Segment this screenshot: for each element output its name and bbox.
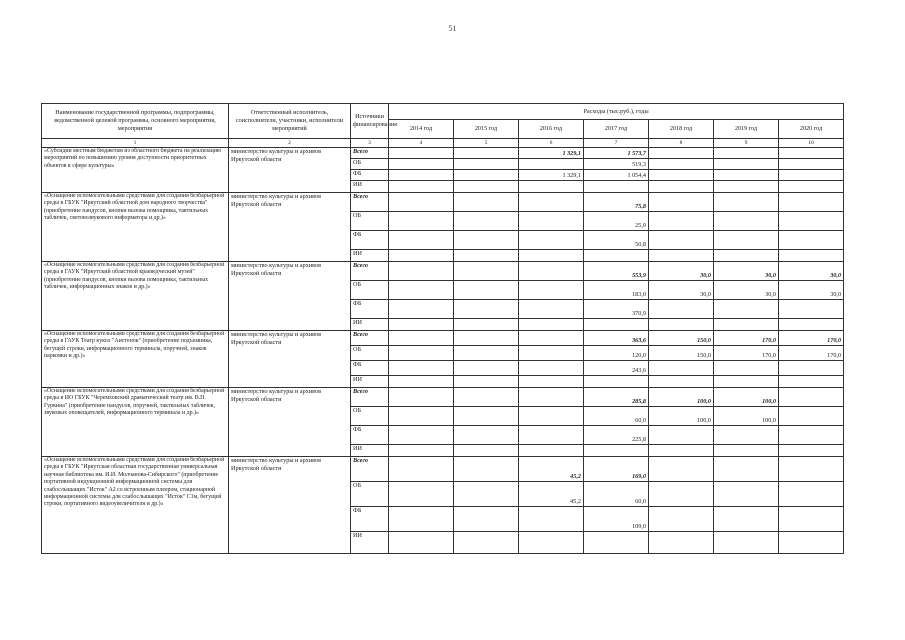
- value-cell: [519, 445, 584, 457]
- value-cell: [649, 148, 714, 159]
- value-cell: 1 329,1: [519, 148, 584, 159]
- value-cell: [454, 159, 519, 170]
- value-cell: [454, 407, 519, 426]
- value-cell: [649, 482, 714, 507]
- header-year: 2014 год: [389, 120, 454, 139]
- program-name-cell: «Субсидии местным бюджетам из областного бюджета на реализацию мероприятий по повышению уровня доступности приоритетных объектов в сфере культуры»: [42, 148, 229, 193]
- value-cell: [649, 250, 714, 262]
- value-cell: [389, 181, 454, 193]
- value-cell: [714, 148, 779, 159]
- header-year: 2018 год: [649, 120, 714, 139]
- header-col-number: 1: [42, 139, 229, 148]
- value-cell: 170,0: [779, 331, 844, 346]
- header-col-number: 9: [714, 139, 779, 148]
- source-cell: ОБ: [351, 482, 389, 507]
- value-cell: [389, 331, 454, 346]
- source-cell: ИИ: [351, 532, 389, 554]
- value-cell: [519, 300, 584, 319]
- header-col-number: 5: [454, 139, 519, 148]
- value-cell: 45,2: [519, 457, 584, 482]
- value-cell: 30,0: [649, 281, 714, 300]
- value-cell: [584, 181, 649, 193]
- value-cell: [389, 300, 454, 319]
- value-cell: [454, 457, 519, 482]
- value-cell: [519, 193, 584, 212]
- value-cell: 1 329,1: [519, 170, 584, 181]
- value-cell: [454, 231, 519, 250]
- header-col-number: 7: [584, 139, 649, 148]
- page-number: 51: [448, 24, 457, 33]
- value-cell: [454, 250, 519, 262]
- value-cell: 169,0: [584, 457, 649, 482]
- value-cell: [454, 281, 519, 300]
- value-cell: [389, 361, 454, 376]
- table-row: [42, 193, 844, 212]
- header-col-number: 6: [519, 139, 584, 148]
- value-cell: 183,0: [584, 281, 649, 300]
- value-cell: [519, 262, 584, 281]
- source-cell: ФБ: [351, 231, 389, 250]
- value-cell: 30,0: [649, 262, 714, 281]
- value-cell: [714, 507, 779, 532]
- executor-cell: министерство культуры и архивов Иркутской области: [229, 193, 351, 262]
- value-cell: 120,0: [584, 346, 649, 361]
- value-cell: [519, 532, 584, 554]
- value-cell: [649, 181, 714, 193]
- value-cell: [779, 212, 844, 231]
- value-cell: 363,6: [584, 331, 649, 346]
- value-cell: [454, 262, 519, 281]
- value-cell: [714, 193, 779, 212]
- value-cell: [389, 250, 454, 262]
- value-cell: [584, 532, 649, 554]
- value-cell: [779, 300, 844, 319]
- value-cell: [519, 407, 584, 426]
- value-cell: 553,9: [584, 262, 649, 281]
- value-cell: [389, 281, 454, 300]
- value-cell: [454, 426, 519, 445]
- value-cell: [454, 376, 519, 388]
- value-cell: 150,0: [649, 331, 714, 346]
- value-cell: [779, 250, 844, 262]
- value-cell: 519,3: [584, 159, 649, 170]
- value-cell: [779, 193, 844, 212]
- value-cell: 30,0: [714, 262, 779, 281]
- value-cell: [454, 170, 519, 181]
- value-cell: [714, 300, 779, 319]
- header-executor: Ответственный исполнитель, соисполнители, участники, исполнители мероприятий: [229, 104, 351, 139]
- value-cell: [389, 319, 454, 331]
- value-cell: [714, 445, 779, 457]
- value-cell: [454, 300, 519, 319]
- value-cell: [454, 346, 519, 361]
- value-cell: 25,0: [584, 212, 649, 231]
- source-cell: ФБ: [351, 426, 389, 445]
- value-cell: [714, 532, 779, 554]
- header-col-number: 3: [351, 139, 389, 148]
- source-cell: ИИ: [351, 181, 389, 193]
- table-row: [42, 148, 844, 159]
- value-cell: [454, 181, 519, 193]
- value-cell: [389, 262, 454, 281]
- value-cell: [519, 250, 584, 262]
- value-cell: [714, 250, 779, 262]
- value-cell: 100,0: [649, 407, 714, 426]
- value-cell: [454, 388, 519, 407]
- source-cell: ИИ: [351, 445, 389, 457]
- value-cell: [389, 212, 454, 231]
- value-cell: [779, 388, 844, 407]
- value-cell: 150,0: [649, 346, 714, 361]
- source-cell: ОБ: [351, 212, 389, 231]
- value-cell: [714, 212, 779, 231]
- source-cell: Всего: [351, 193, 389, 212]
- value-cell: [714, 231, 779, 250]
- value-cell: [779, 457, 844, 482]
- value-cell: [714, 361, 779, 376]
- value-cell: 170,0: [714, 346, 779, 361]
- value-cell: 75,8: [584, 193, 649, 212]
- value-cell: [779, 148, 844, 159]
- source-cell: ОБ: [351, 346, 389, 361]
- executor-cell: министерство культуры и архивов Иркутской области: [229, 331, 351, 388]
- header-expenses: Расходы (тыс.руб.), годы: [389, 104, 844, 120]
- value-cell: [519, 212, 584, 231]
- value-cell: 30,0: [779, 281, 844, 300]
- value-cell: [389, 346, 454, 361]
- header-year: 2015 год: [454, 120, 519, 139]
- header-program: Наименование государственной программы, подпрограммы, ведомственной целевой программы, основного мероприятия, мероприятия: [42, 104, 229, 139]
- value-cell: [714, 170, 779, 181]
- value-cell: 100,0: [714, 407, 779, 426]
- value-cell: [519, 319, 584, 331]
- value-cell: [389, 231, 454, 250]
- budget-table: [41, 103, 844, 554]
- value-cell: [454, 319, 519, 331]
- source-cell: ИИ: [351, 250, 389, 262]
- value-cell: 170,0: [779, 346, 844, 361]
- value-cell: [649, 507, 714, 532]
- value-cell: 225,8: [584, 426, 649, 445]
- value-cell: [454, 361, 519, 376]
- value-cell: [714, 482, 779, 507]
- value-cell: [584, 376, 649, 388]
- value-cell: [649, 212, 714, 231]
- value-cell: [649, 426, 714, 445]
- value-cell: 30,0: [779, 262, 844, 281]
- value-cell: [519, 346, 584, 361]
- value-cell: 109,0: [584, 507, 649, 532]
- executor-cell: министерство культуры и архивов Иркутской области: [229, 262, 351, 331]
- source-cell: ФБ: [351, 507, 389, 532]
- header-col-number: 8: [649, 139, 714, 148]
- source-cell: ИИ: [351, 376, 389, 388]
- value-cell: 170,0: [714, 331, 779, 346]
- value-cell: [779, 507, 844, 532]
- value-cell: 285,8: [584, 388, 649, 407]
- value-cell: [389, 159, 454, 170]
- value-cell: [649, 231, 714, 250]
- value-cell: [649, 532, 714, 554]
- value-cell: [454, 507, 519, 532]
- header-col-number: 4: [389, 139, 454, 148]
- value-cell: [389, 170, 454, 181]
- value-cell: [519, 231, 584, 250]
- value-cell: [389, 482, 454, 507]
- value-cell: [649, 361, 714, 376]
- source-cell: ОБ: [351, 407, 389, 426]
- program-name-cell: «Оснащение вспомогательными средствами для создания безбарьерной среды в ИО ГБУК "Черемховский драматический театр им. В.П. Гуркина" (приобретение пандусов, поручней, тактильных табличек, звуковых оповещателей, информационного терминала и др.)»: [42, 388, 229, 457]
- value-cell: [454, 331, 519, 346]
- header-col-number: 10: [779, 139, 844, 148]
- value-cell: [389, 532, 454, 554]
- value-cell: [454, 148, 519, 159]
- value-cell: [519, 361, 584, 376]
- value-cell: [389, 388, 454, 407]
- source-cell: ФБ: [351, 170, 389, 181]
- value-cell: [649, 170, 714, 181]
- program-name-cell: «Оснащение вспомогательными средствами для создания безбарьерной среды в ГБУК "Иркутский областной дом народного творчества" (приобретение пандусов, кнопки вызова помощника, тактильных табличек, световозвукового информатора и др.)»: [42, 193, 229, 262]
- source-cell: ИИ: [351, 319, 389, 331]
- value-cell: [454, 212, 519, 231]
- value-cell: [389, 426, 454, 445]
- value-cell: [584, 445, 649, 457]
- program-name-cell: «Оснащение вспомогательными средствами для создания безбарьерной среды в ГАУК "Иркутский областной краеведческий музей" (приобретение пандусов, кнопки вызова помощника, тактильных табличек, информационных знаков и др.)»: [42, 262, 229, 331]
- value-cell: [389, 457, 454, 482]
- value-cell: 100,0: [649, 388, 714, 407]
- source-cell: ОБ: [351, 159, 389, 170]
- source-cell: ОБ: [351, 281, 389, 300]
- value-cell: [584, 250, 649, 262]
- value-cell: [714, 319, 779, 331]
- value-cell: 1 054,4: [584, 170, 649, 181]
- value-cell: [779, 181, 844, 193]
- value-cell: [389, 507, 454, 532]
- value-cell: 1 573,7: [584, 148, 649, 159]
- value-cell: [714, 457, 779, 482]
- value-cell: 243,6: [584, 361, 649, 376]
- table-row: [42, 388, 844, 407]
- source-cell: Всего: [351, 148, 389, 159]
- value-cell: [519, 181, 584, 193]
- value-cell: [779, 407, 844, 426]
- value-cell: [454, 445, 519, 457]
- value-cell: 60,0: [584, 407, 649, 426]
- value-cell: [389, 148, 454, 159]
- header-sources: Источники финансирования: [351, 104, 389, 139]
- value-cell: 60,0: [584, 482, 649, 507]
- value-cell: [779, 319, 844, 331]
- value-cell: [649, 159, 714, 170]
- header-col-number: 2: [229, 139, 351, 148]
- value-cell: [519, 159, 584, 170]
- value-cell: [779, 376, 844, 388]
- value-cell: [649, 300, 714, 319]
- executor-cell: министерство культуры и архивов Иркутской области: [229, 457, 351, 554]
- table-row: [42, 457, 844, 482]
- table-row: [42, 262, 844, 281]
- value-cell: [389, 376, 454, 388]
- value-cell: [519, 281, 584, 300]
- value-cell: [649, 457, 714, 482]
- table-row: [42, 331, 844, 346]
- value-cell: [389, 407, 454, 426]
- source-cell: ФБ: [351, 300, 389, 319]
- header-year: 2020 год: [779, 120, 844, 139]
- value-cell: [649, 319, 714, 331]
- value-cell: [584, 319, 649, 331]
- value-cell: [519, 388, 584, 407]
- value-cell: [779, 361, 844, 376]
- value-cell: [454, 193, 519, 212]
- source-cell: ФБ: [351, 361, 389, 376]
- value-cell: [779, 482, 844, 507]
- value-cell: [649, 376, 714, 388]
- value-cell: [779, 532, 844, 554]
- value-cell: 30,0: [714, 281, 779, 300]
- header-year: 2019 год: [714, 120, 779, 139]
- value-cell: [389, 445, 454, 457]
- value-cell: [779, 231, 844, 250]
- value-cell: 100,0: [714, 388, 779, 407]
- source-cell: Всего: [351, 262, 389, 281]
- value-cell: [779, 445, 844, 457]
- value-cell: [519, 507, 584, 532]
- value-cell: [519, 331, 584, 346]
- header-year: 2016 год: [519, 120, 584, 139]
- value-cell: [779, 159, 844, 170]
- value-cell: [519, 426, 584, 445]
- executor-cell: министерство культуры и архивов Иркутской области: [229, 388, 351, 457]
- value-cell: [779, 426, 844, 445]
- value-cell: [714, 159, 779, 170]
- value-cell: [454, 482, 519, 507]
- value-cell: 50,8: [584, 231, 649, 250]
- value-cell: [649, 445, 714, 457]
- header-year: 2017 год: [584, 120, 649, 139]
- value-cell: [454, 532, 519, 554]
- executor-cell: министерство культуры и архивов Иркутской области: [229, 148, 351, 193]
- value-cell: 370,9: [584, 300, 649, 319]
- value-cell: [519, 376, 584, 388]
- source-cell: Всего: [351, 388, 389, 407]
- source-cell: Всего: [351, 331, 389, 346]
- value-cell: [714, 376, 779, 388]
- value-cell: [714, 426, 779, 445]
- value-cell: [389, 193, 454, 212]
- source-cell: Всего: [351, 457, 389, 482]
- value-cell: [649, 193, 714, 212]
- program-name-cell: «Оснащение вспомогательными средствами для создания безбарьерной среды в ГБУК "Иркутская областная государственная универсальная научная библиотека им. И.И. Молчанова-Сибирского" (приобретение портативной индукционной информационной системы для слабослышащих "Исток" А2 со встроенным плеером, стационарной информационной системы для слабослышащих "Исток" С1м, бегущей строки, портативного видеоувеличителя и др.)»: [42, 457, 229, 554]
- program-name-cell: «Оснащение вспомогательными средствами для создания безбарьерной среды в ГАУК Театр кукол "Аистенок" (приобретение подъемника, бегущей строки, информационного терминала, поручней, знаков парковки и др.)»: [42, 331, 229, 388]
- value-cell: [779, 170, 844, 181]
- value-cell: 45,2: [519, 482, 584, 507]
- value-cell: [714, 181, 779, 193]
